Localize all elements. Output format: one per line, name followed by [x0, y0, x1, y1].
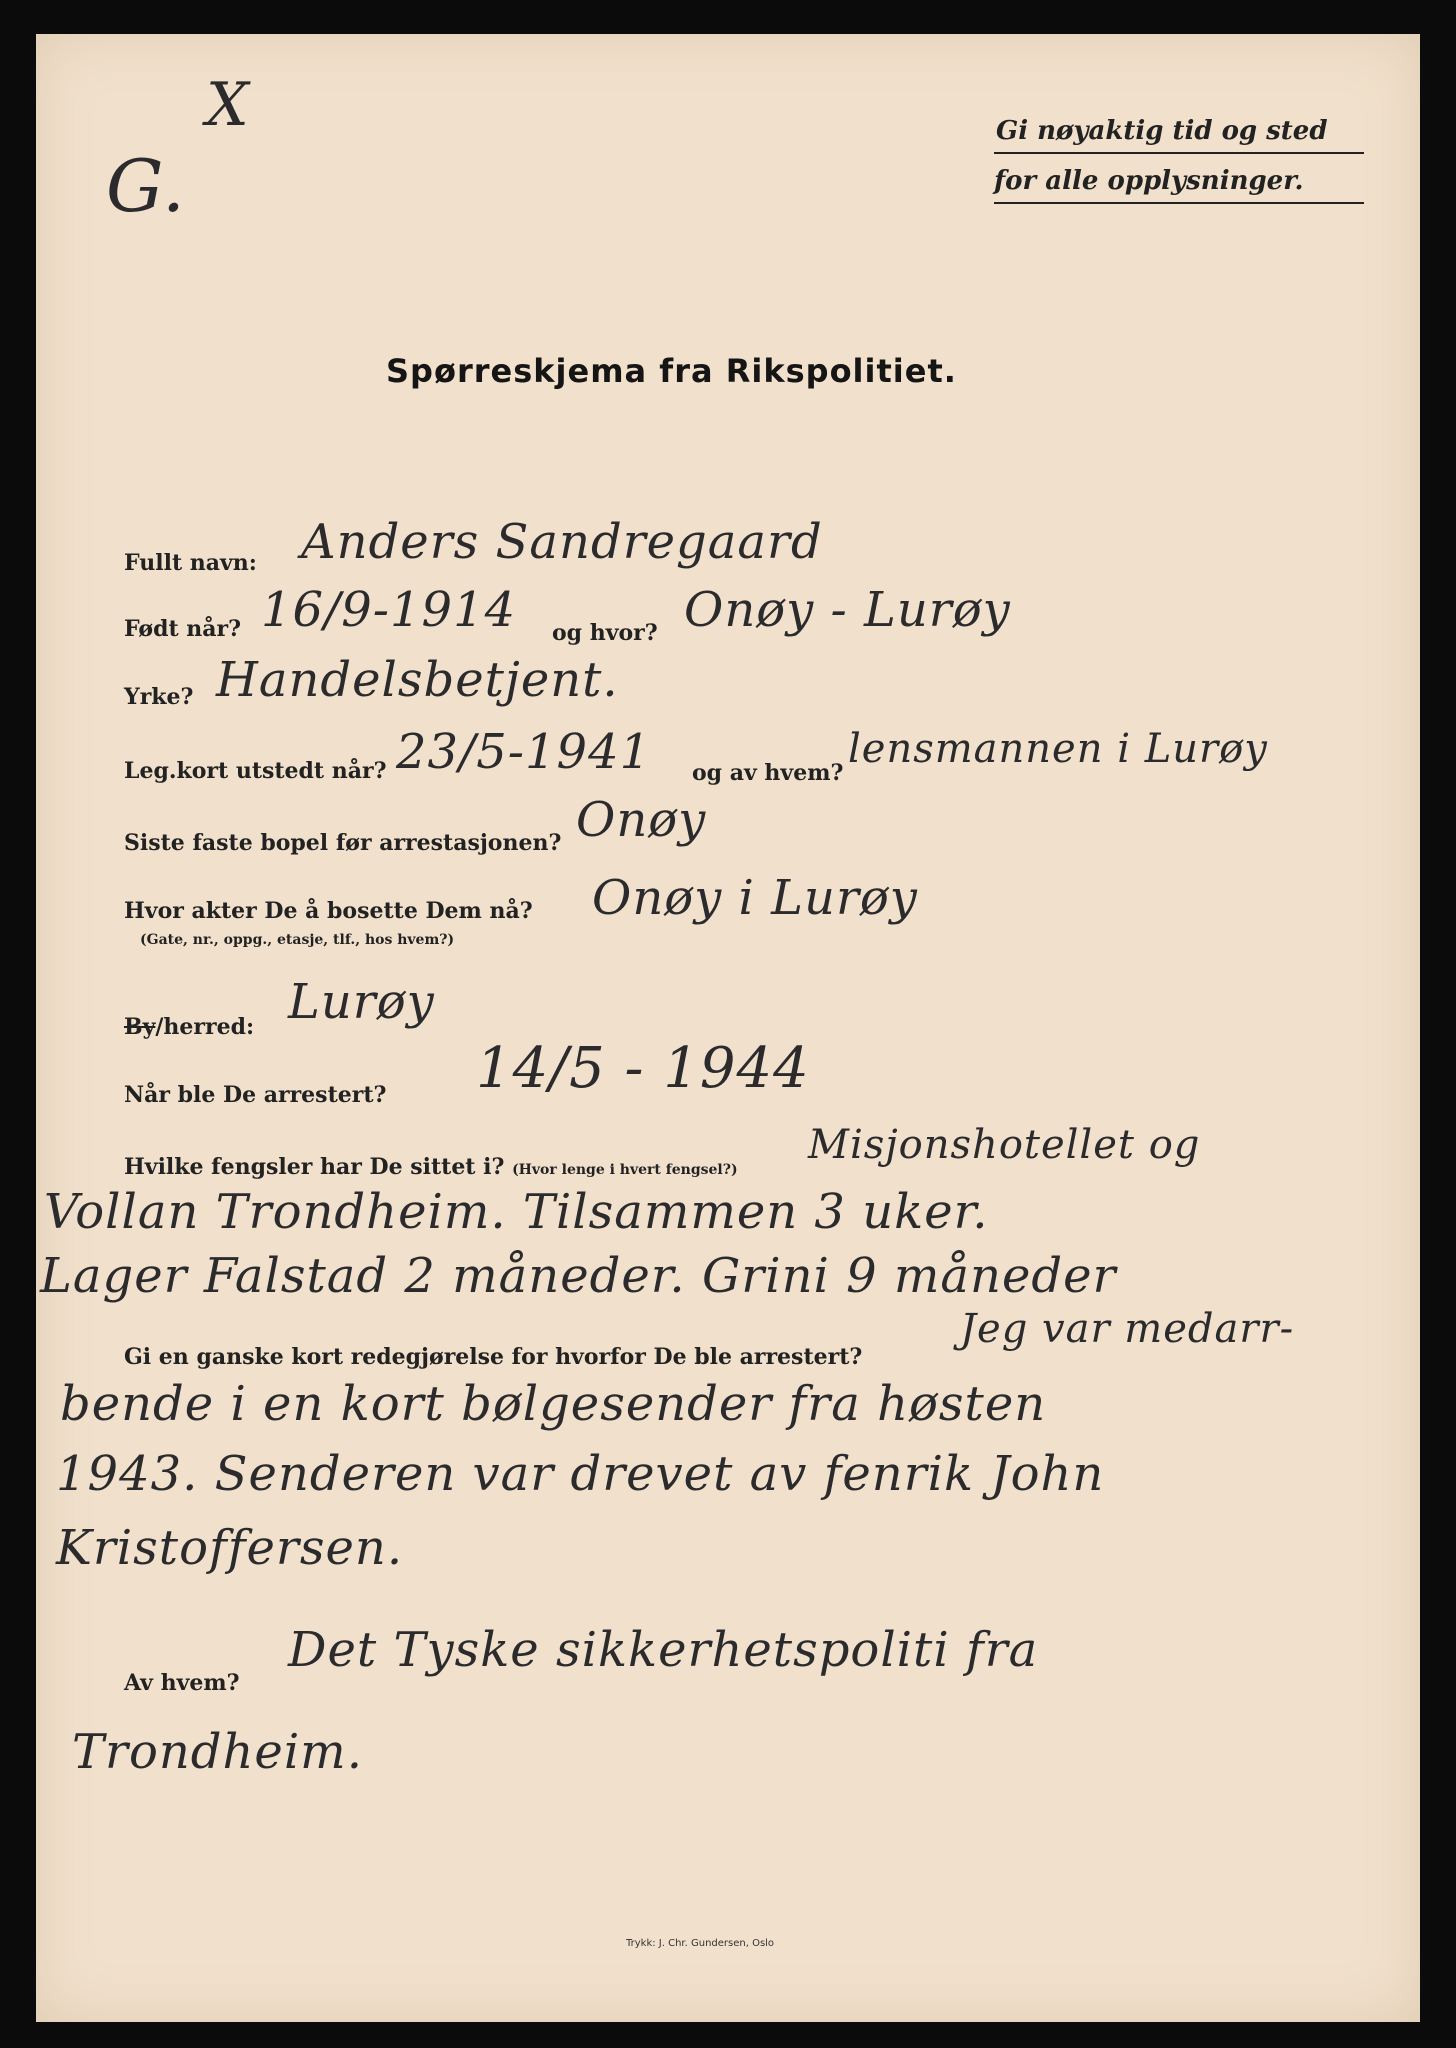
value-arrest-reason-inline: Jeg var medarr-: [960, 1306, 1295, 1352]
value-prisons-inline: Misjonshotellet og: [808, 1122, 1201, 1168]
label-occupation: Yrke?: [124, 684, 194, 710]
value-born-when: 16/9-1914: [261, 582, 517, 638]
value-id-card-issuer: lensmannen i Lurøy: [848, 726, 1268, 772]
notice-line-2: for alle opplysninger.: [994, 166, 1304, 196]
label-born-when: Født når?: [124, 616, 242, 642]
value-last-residence: Onøy: [576, 792, 707, 848]
sublabel-intended-residence: (Gate, nr., oppg., etasje, tlf., hos hvem?): [140, 932, 455, 948]
notice-underline-1: [994, 152, 1364, 154]
label-municipality-struck: By: [124, 1014, 156, 1040]
value-arrest-reason-line-3: Kristoffersen.: [56, 1520, 404, 1576]
label-last-residence: Siste faste bopel før arrestasjonen?: [124, 830, 562, 856]
label-municipality: [124, 1014, 254, 1040]
value-arrested-by-line-1: Trondheim.: [72, 1724, 363, 1780]
label-prisons: [124, 1154, 738, 1180]
label-born-where: og hvor?: [552, 620, 658, 646]
value-arrested-by-inline: Det Tyske sikkerhetspoliti fra: [288, 1622, 1039, 1678]
value-occupation: Handelsbetjent.: [216, 652, 619, 708]
value-full-name: Anders Sandregaard: [301, 514, 823, 570]
form-sheet: [36, 34, 1420, 2022]
label-intended-residence: Hvor akter De å bosette Dem nå?: [124, 898, 533, 924]
value-arrest-reason-line-2: 1943. Senderen var drevet av fenrik John: [56, 1446, 1105, 1502]
sublabel-prisons: (Hvor lenge i hvert fengsel?): [512, 1162, 738, 1178]
label-id-card-issuer: og av hvem?: [692, 760, 844, 786]
handwritten-x-mark: X: [206, 70, 250, 140]
label-arrest-reason: Gi en ganske kort redegjørelse for hvorfor De ble arrestert?: [124, 1344, 863, 1370]
notice-line-1: Gi nøyaktig tid og sted: [996, 116, 1328, 146]
value-prisons-line-1: Vollan Trondheim. Tilsammen 3 uker.: [44, 1184, 989, 1240]
printer-imprint: Trykk: J. Chr. Gundersen, Oslo: [626, 1938, 775, 1949]
notice-underline-2: [994, 202, 1364, 204]
label-prisons-text: Hvilke fengsler har De sittet i?: [124, 1154, 505, 1180]
value-born-where: Onøy - Lurøy: [684, 582, 1011, 638]
value-arrest-date: 14/5 - 1944: [476, 1036, 810, 1101]
value-arrest-reason-line-1: bende i en kort bølgesender fra høsten: [60, 1376, 1047, 1432]
label-id-card-issued: Leg.kort utstedt når?: [124, 758, 387, 784]
label-arrested-by: Av hvem?: [124, 1670, 240, 1696]
label-arrest-date: Når ble De arrestert?: [124, 1082, 387, 1108]
handwritten-g-mark: G.: [106, 144, 186, 228]
form-title: Spørreskjema fra Rikspolitiet.: [386, 352, 957, 390]
value-municipality: Lurøy: [288, 974, 435, 1030]
value-id-card-issued: 23/5-1941: [396, 724, 652, 780]
label-municipality-text: /herred:: [155, 1014, 255, 1040]
value-prisons-line-2: Lager Falstad 2 måneder. Grini 9 måneder: [40, 1248, 1117, 1304]
value-intended-residence: Onøy i Lurøy: [592, 870, 918, 926]
label-full-name: Fullt navn:: [124, 550, 257, 576]
